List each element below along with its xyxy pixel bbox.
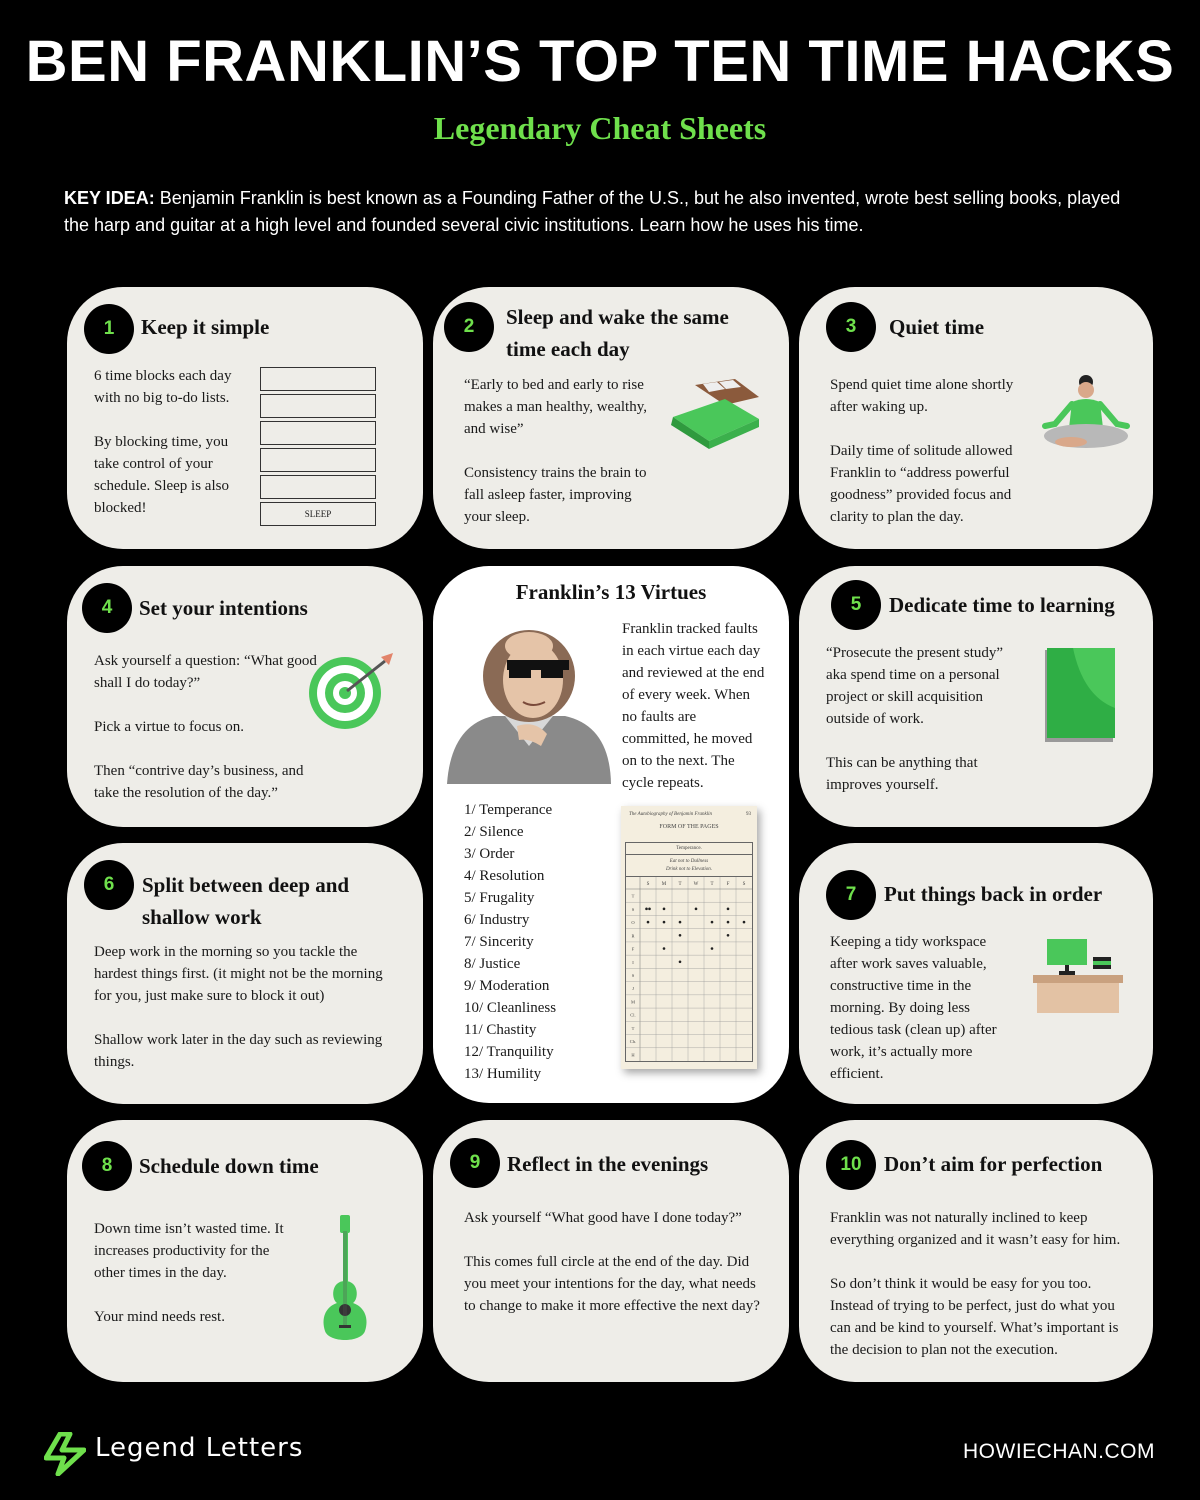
card-sleep-wake bbox=[433, 287, 789, 549]
number-badge: 10 bbox=[826, 1140, 876, 1190]
card-body bbox=[94, 365, 244, 519]
card-paragraph: Your mind needs rest. bbox=[94, 1309, 225, 1325]
virtue-row-label: R bbox=[631, 933, 635, 939]
card-paragraph: Down time isn’t wasted time. It increases productivity for the other times in the day. bbox=[94, 1221, 284, 1281]
fault-mark bbox=[727, 934, 730, 937]
virtue-row-label: S bbox=[631, 973, 635, 978]
virtue-row-label: I bbox=[632, 959, 634, 965]
virtue-row-label: J bbox=[632, 986, 634, 992]
day-label: M bbox=[661, 882, 667, 887]
book-icon bbox=[1043, 646, 1115, 744]
motto-cell: Eat not to Dullness Drink not to Elevation. bbox=[626, 855, 752, 877]
number-badge: 3 bbox=[826, 302, 876, 352]
virtue-item: 10/ Cleanliness bbox=[464, 1000, 557, 1016]
card-paragraph: By blocking time, you take control of your schedule. Sleep is also blocked! bbox=[94, 434, 229, 516]
page-number: 93 bbox=[746, 812, 751, 817]
fault-mark bbox=[645, 908, 648, 911]
virtue-item: 1/ Temperance bbox=[464, 802, 553, 818]
fault-mark bbox=[663, 947, 666, 950]
virtues-description: Franklin tracked faults in each virtue each day and reviewed at the end of every week. When no faults are committed, he moved on to the next. The cycle repeats. bbox=[622, 621, 765, 791]
card-paragraph: Then “contrive day’s business, and take the resolution of the day.” bbox=[94, 763, 304, 801]
time-block bbox=[260, 394, 376, 418]
day-label: T bbox=[710, 882, 714, 887]
card-title: Keep it simple bbox=[141, 315, 270, 339]
fault-mark bbox=[711, 921, 714, 924]
page-subtitle: Legendary Cheat Sheets bbox=[433, 110, 767, 146]
virtue-item: 13/ Humility bbox=[464, 1066, 542, 1082]
form-title: FORM OF THE PAGES bbox=[659, 824, 719, 830]
fault-mark bbox=[647, 921, 650, 924]
footer-brand: Legend Letters bbox=[95, 1433, 304, 1463]
virtue-item: 12/ Tranquility bbox=[464, 1044, 554, 1060]
day-label: W bbox=[693, 882, 699, 887]
card-perfection bbox=[799, 1120, 1153, 1382]
virtue-item: 9/ Moderation bbox=[464, 978, 550, 994]
virtue-row-label: O bbox=[631, 920, 635, 926]
number-badge: 6 bbox=[84, 860, 134, 910]
fault-mark bbox=[679, 960, 682, 963]
key-idea-label: KEY IDEA: bbox=[64, 188, 155, 208]
time-block bbox=[260, 475, 376, 499]
target-icon bbox=[307, 651, 397, 731]
fault-mark bbox=[663, 908, 666, 911]
page-table bbox=[625, 842, 753, 1062]
virtue-row-label: T bbox=[631, 893, 635, 899]
card-down-time bbox=[67, 1120, 423, 1382]
fault-mark bbox=[679, 921, 682, 924]
card-title: Dedicate time to learning bbox=[889, 593, 1115, 617]
number-badge: 1 bbox=[84, 304, 134, 354]
card-paragraph: Spend quiet time alone shortly after waking up. bbox=[830, 377, 1014, 415]
sleep-block: SLEEP bbox=[260, 502, 376, 526]
lightning-logo-icon bbox=[44, 1432, 86, 1476]
day-label: S bbox=[646, 882, 650, 887]
number-badge: 8 bbox=[82, 1141, 132, 1191]
card-title: Reflect in the evenings bbox=[507, 1152, 709, 1176]
virtue-cell: Temperance. bbox=[626, 843, 752, 855]
virtues-title: Franklin’s 13 Virtues bbox=[515, 580, 707, 604]
card-paragraph: “Prosecute the present study” aka spend time on a personal project or skill acquisition outside of work. bbox=[826, 645, 1004, 727]
virtue-item: 4/ Resolution bbox=[464, 868, 545, 884]
card-body bbox=[830, 374, 1030, 528]
day-label: F bbox=[726, 882, 730, 887]
card-body bbox=[464, 1207, 764, 1317]
virtue-row-label: Ch. bbox=[629, 1039, 637, 1045]
virtue-item: 7/ Sincerity bbox=[464, 934, 534, 950]
time-block bbox=[260, 421, 376, 445]
day-label: T bbox=[678, 882, 682, 887]
virtue-item: 5/ Frugality bbox=[464, 890, 535, 906]
virtue-row-label: T bbox=[631, 1025, 635, 1031]
card-deep-shallow bbox=[67, 843, 423, 1104]
card-title: Set your intentions bbox=[139, 596, 308, 620]
card-paragraph: Pick a virtue to focus on. bbox=[94, 719, 244, 735]
card-paragraph: Ask yourself a question: “What good shall I do today?” bbox=[94, 653, 317, 691]
desk-icon bbox=[1031, 937, 1127, 1017]
key-idea-text: Benjamin Franklin is best known as a Founding Father of the U.S., but he also invented, wrote best selling books, played the harp and guitar at a high level and founded several civic institutions. Learn how he uses his time. bbox=[64, 188, 1121, 235]
card-paragraph: 6 time blocks each day with no big to-do lists. bbox=[94, 368, 232, 406]
meditation-icon bbox=[1041, 372, 1131, 457]
fault-mark bbox=[648, 908, 651, 911]
card-title: Don’t aim for perfection bbox=[884, 1152, 1103, 1176]
fault-mark bbox=[743, 921, 746, 924]
guitar-icon bbox=[315, 1215, 375, 1345]
number-badge: 2 bbox=[444, 302, 494, 352]
fault-mark bbox=[727, 908, 730, 911]
card-body bbox=[94, 941, 399, 1073]
fault-mark bbox=[727, 921, 730, 924]
key-idea bbox=[64, 185, 1144, 239]
card-13-virtues bbox=[433, 566, 789, 1103]
virtue-row-label: S bbox=[631, 906, 635, 912]
card-quiet-time bbox=[799, 287, 1153, 549]
card-keep-it-simple bbox=[67, 287, 423, 549]
franklin-portrait bbox=[445, 616, 613, 784]
card-paragraph: Daily time of solitude allowed Franklin to “address powerful goodness” provided focus and clarity to plan the day. bbox=[830, 443, 1013, 525]
card-title: Quiet time bbox=[889, 315, 985, 339]
card-body bbox=[830, 1207, 1135, 1361]
card-title: Put things back in order bbox=[884, 882, 1103, 906]
number-badge: 9 bbox=[450, 1138, 500, 1188]
card-paragraph: Consistency trains the brain to fall asleep faster, improving your sleep. bbox=[464, 465, 647, 525]
virtue-item: 8/ Justice bbox=[464, 956, 521, 972]
virtue-item: 6/ Industry bbox=[464, 912, 530, 928]
card-paragraph: Deep work in the morning so you tackle the hardest things first. (it might not be the morning for you, just make sure to block it out) bbox=[94, 944, 383, 1004]
page-header: The Autobiography of Benjamin Franklin bbox=[629, 812, 712, 817]
virtue-item: 2/ Silence bbox=[464, 824, 524, 840]
card-paragraph: This comes full circle at the end of the day. Did you meet your intentions for the day, what needs to change to make it more effective the next day? bbox=[464, 1254, 760, 1314]
card-body bbox=[94, 650, 324, 804]
card-set-intentions bbox=[67, 566, 423, 827]
card-paragraph: This can be anything that improves yourself. bbox=[826, 755, 978, 793]
number-badge: 7 bbox=[826, 870, 876, 920]
card-paragraph: Keeping a tidy workspace after work saves valuable, constructive time in the morning. By doing less tedious task (clean up) after work, it’s actually more efficient. bbox=[830, 934, 997, 1082]
footer-site: HOWIECHAN.COM bbox=[963, 1440, 1155, 1463]
card-paragraph: Shallow work later in the day such as reviewing things. bbox=[94, 1032, 383, 1070]
bed-icon bbox=[665, 375, 765, 455]
card-dedicate-learning bbox=[799, 566, 1153, 827]
virtue-item: 3/ Order bbox=[464, 846, 515, 862]
card-paragraph: So don’t think it would be easy for you too. Instead of trying to be perfect, just do what you can and be kind to yourself. What’s important is the decision to plan not the execution. bbox=[830, 1276, 1119, 1358]
card-body bbox=[94, 1218, 299, 1328]
card-body bbox=[464, 374, 659, 528]
card-paragraph: Franklin was not naturally inclined to keep everything organized and it wasn’t easy for him. bbox=[830, 1210, 1121, 1248]
virtue-row-label: Cl. bbox=[630, 1012, 636, 1018]
virtue-row-label: F bbox=[631, 946, 635, 952]
card-paragraph: “Early to bed and early to rise makes a man healthy, wealthy, and wise” bbox=[464, 377, 647, 437]
virtue-row-label: H bbox=[631, 1052, 635, 1058]
virtue-row-label: M bbox=[630, 999, 636, 1005]
card-body bbox=[826, 642, 1016, 796]
fault-mark bbox=[679, 934, 682, 937]
card-title: Split between deep and shallow work bbox=[142, 873, 350, 929]
number-badge: 5 bbox=[831, 580, 881, 630]
page-title: BEN FRANKLIN’S TOP TEN TIME HACKS bbox=[25, 29, 1175, 94]
time-block bbox=[260, 448, 376, 472]
day-label: S bbox=[742, 882, 746, 887]
card-title: Sleep and wake the same time each day bbox=[506, 305, 729, 361]
fault-mark bbox=[695, 908, 698, 911]
number-badge: 4 bbox=[82, 583, 132, 633]
card-body bbox=[830, 931, 1010, 1085]
form-of-pages-scan bbox=[621, 806, 757, 1069]
time-block bbox=[260, 367, 376, 391]
virtues-list bbox=[464, 799, 556, 1085]
fault-mark bbox=[663, 921, 666, 924]
virtue-item: 11/ Chastity bbox=[464, 1022, 537, 1038]
card-reflect-evenings bbox=[433, 1120, 789, 1382]
card-paragraph: Ask yourself “What good have I done today?” bbox=[464, 1210, 742, 1226]
card-things-in-order bbox=[799, 843, 1153, 1104]
card-title: Schedule down time bbox=[139, 1154, 319, 1178]
fault-mark bbox=[711, 947, 714, 950]
tracking-grid bbox=[626, 877, 752, 1061]
